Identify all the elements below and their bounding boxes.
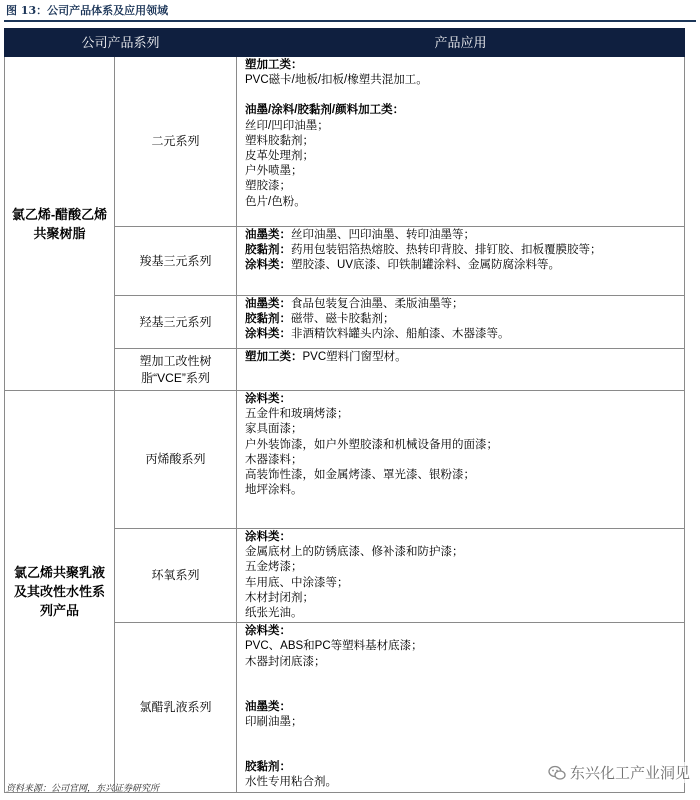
application-cell: [237, 529, 685, 623]
application-line: 五金烤漆；: [245, 561, 303, 574]
product-series-cell: 环氧系列: [115, 529, 237, 623]
figure-title: 图 13：公司产品体系及应用领域: [6, 4, 169, 17]
product-series-cell: 丙烯酸系列: [115, 391, 237, 529]
application-category-label: 油墨类：: [245, 229, 292, 241]
application-line: 塑料胶黏剂；: [245, 134, 315, 147]
application-category-label: 油墨类：: [245, 298, 292, 310]
product-series-cell: 二元系列: [115, 57, 237, 227]
application-line: [245, 258, 680, 273]
application-line: 户外喷墨；: [245, 165, 303, 178]
application-line: 地坪涂料。: [245, 484, 303, 497]
title-divider: [4, 20, 696, 22]
application-category-heading: 胶黏剂：: [245, 761, 292, 774]
line-spacer: [245, 670, 680, 685]
application-line: 五金件和玻璃烤漆；: [245, 408, 349, 421]
application-cell: [237, 349, 685, 391]
application-text: 非酒精饮料罐头内涂、船舶漆、木器漆等。: [291, 328, 510, 341]
application-text: 磁带、磁卡胶黏剂；: [291, 313, 395, 326]
application-category-label: 涂料类：: [245, 259, 292, 272]
source-note: 资料来源：公司官网，东兴证券研究所: [6, 784, 160, 794]
application-text: 药用包装铝箔热熔胶、热转印背胶、排钉胶、扣板覆膜胶等；: [291, 244, 602, 257]
application-category-heading: 油墨类：: [245, 700, 292, 713]
application-category-heading: 塑加工类：: [245, 59, 303, 71]
product-family-cell: 氯乙烯共聚乳液及其改性水性系列产品: [5, 391, 115, 793]
application-text: PVC塑料门窗型材。: [302, 351, 407, 363]
application-line: [245, 243, 680, 258]
application-text: 塑胶漆、UV底漆、印铁制罐涂料、金属防腐涂料等。: [291, 259, 560, 272]
application-line: PVC磁卡/地板/扣板/橡塑共混加工。: [245, 74, 428, 87]
application-line: 木材封闭剂；: [245, 591, 315, 604]
line-spacer: [245, 88, 680, 103]
application-line: [245, 350, 680, 365]
application-line: 家具面漆；: [245, 423, 303, 436]
application-line: 丝印/凹印油墨；: [245, 119, 329, 132]
application-category-heading: 涂料类：: [245, 625, 292, 638]
application-line: 木器漆料；: [245, 453, 303, 466]
application-category-heading: 油墨/涂料/胶黏剂/颜料加工类：: [245, 104, 405, 117]
application-line: 木器封闭底漆；: [245, 655, 326, 668]
application-line: 高装饰性漆，如金属烤漆、罩光漆、银粉漆；: [245, 469, 476, 482]
application-line: 金属底材上的防锈底漆、修补漆和防护漆；: [245, 546, 464, 559]
product-table: [4, 28, 685, 793]
application-line: [245, 297, 680, 312]
application-cell: [237, 227, 685, 296]
product-series-cell: 塑加工改性树脂“VCE”系列: [115, 349, 237, 391]
application-line: [245, 312, 680, 327]
product-series-cell: 羟基三元系列: [115, 296, 237, 349]
product-series-cell: 氯醋乳液系列: [115, 623, 237, 792]
application-cell: [237, 296, 685, 349]
application-line: 水性专用粘合剂。: [245, 776, 338, 789]
application-line: 皮革处理剂；: [245, 150, 315, 163]
header-product-series: 公司产品系列: [5, 29, 237, 57]
application-cell: [237, 391, 685, 529]
application-line: [245, 228, 680, 243]
application-line: 车用底、中涂漆等；: [245, 576, 349, 589]
application-category-label: 胶黏剂：: [245, 244, 292, 257]
application-category-heading: 涂料类：: [245, 531, 292, 543]
application-line: 塑胶漆；: [245, 180, 292, 193]
line-spacer: [245, 685, 680, 700]
application-line: 纸张光油。: [245, 607, 303, 620]
application-line: 色片/色粉。: [245, 195, 306, 208]
wechat-icon: [548, 765, 566, 781]
application-text: 丝印油墨、凹印油墨、转印油墨等；: [291, 229, 476, 241]
product-series-cell: 羧基三元系列: [115, 227, 237, 296]
header-product-application: 产品应用: [237, 29, 685, 57]
application-category-heading: 涂料类：: [245, 393, 292, 405]
table-row: [5, 391, 685, 529]
application-line: [245, 327, 680, 342]
application-category-label: 涂料类：: [245, 328, 292, 341]
watermark-text: 东兴化工产业洞见: [569, 765, 690, 782]
table-header-row: [5, 29, 685, 57]
watermark: [548, 762, 690, 783]
product-family-cell: 氯乙烯-醋酸乙烯共聚树脂: [5, 57, 115, 391]
application-line: 印刷油墨；: [245, 716, 303, 729]
table-row: [5, 57, 685, 227]
line-spacer: [245, 745, 680, 760]
application-cell: [237, 57, 685, 227]
application-category-label: 胶黏剂：: [245, 313, 292, 326]
application-line: 户外装饰漆，如户外塑胶漆和机械设备用的面漆；: [245, 438, 499, 451]
line-spacer: [245, 730, 680, 745]
application-line: PVC、ABS和PC等塑料基材底漆；: [245, 640, 423, 653]
application-category-label: 塑加工类：: [245, 351, 303, 363]
application-text: 食品包装复合油墨、柔版油墨等；: [291, 298, 464, 310]
